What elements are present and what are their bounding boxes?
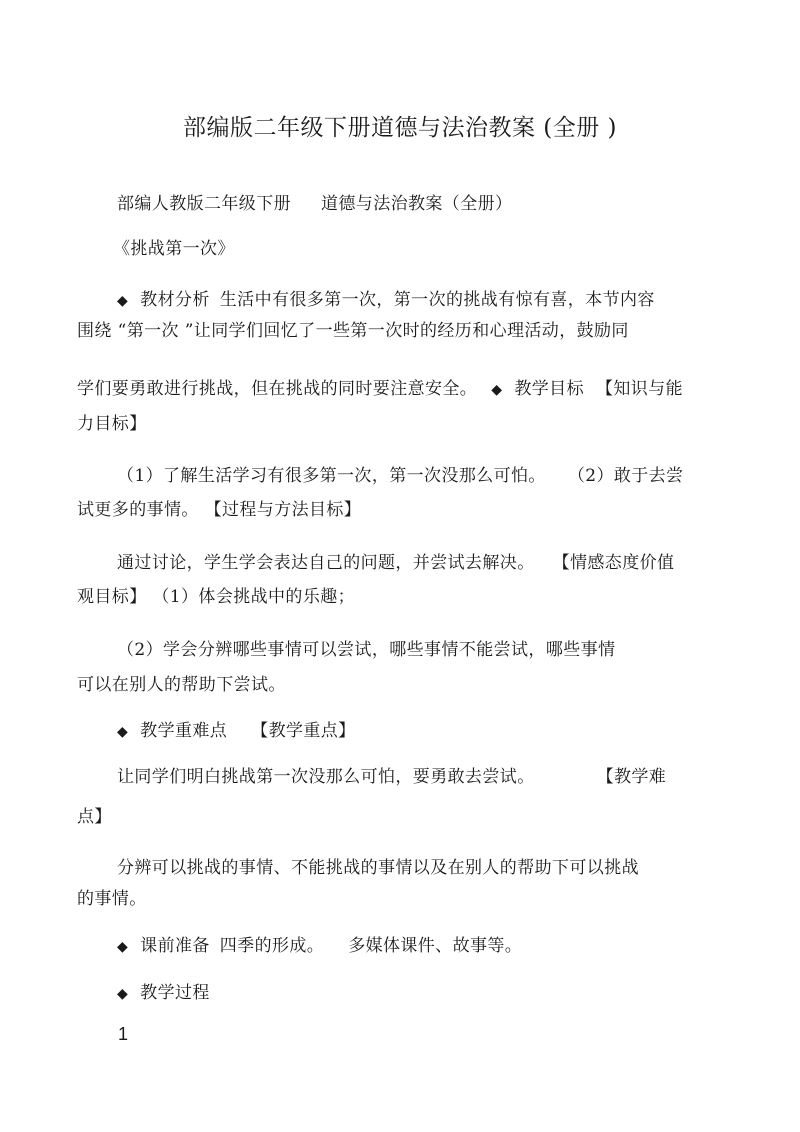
analysis-heading-line [117, 289, 655, 312]
process-heading [117, 982, 210, 1005]
subtitle-part-a: 部编人教版二年级下册 [117, 194, 291, 214]
preparation-text-a: 四季的形成。 [219, 936, 325, 956]
preparation-text-b: 多媒体课件、故事等。 [348, 936, 523, 956]
diamond-bullet-icon: ◆ [117, 293, 129, 309]
key-point-line-1 [117, 766, 666, 788]
diamond-bullet-icon: ◆ [117, 986, 129, 1002]
key-point-line-2: 点】 [77, 807, 112, 827]
difficulty-bracket: 【教学难 [596, 767, 667, 787]
page-number: 1 [118, 1024, 129, 1044]
key-point-text: 让同学们明白挑战第一次没那么可怕，要勇敢去尝试。 [117, 767, 535, 787]
diamond-bullet-icon: ◆ [491, 382, 503, 398]
goal-item-line-2: 试更多的事情。 【过程与方法目标】 [77, 500, 362, 520]
emotion-item-2-line-2: 可以在别人的帮助下尝试。 [77, 675, 286, 695]
difficulty-line-2: 的事情。 [77, 889, 147, 909]
key-points-bracket: 【教学重点】 [251, 721, 356, 741]
goal-item-2: （2）敢于去尝 [567, 466, 684, 486]
analysis-line-3 [77, 378, 683, 401]
analysis-text: 生活中有很多第一次，第一次的挑战有惊有喜，本节内容 [219, 290, 655, 310]
analysis-line-3-text: 学们要勇敢进行挑战，但在挑战的同时要注意安全。 [77, 379, 478, 399]
goal-label: 教学目标 [514, 379, 584, 399]
document-title: 部编版二年级下册道德与法治教案 (全册 ) [182, 115, 618, 141]
difficulty-line-1: 分辨可以挑战的事情、不能挑战的事情以及在别人的帮助下可以挑战 [117, 858, 639, 878]
key-points-heading [117, 720, 356, 743]
goal-item-line-1 [117, 465, 683, 487]
lesson-title: 《挑战第一次》 [113, 239, 235, 259]
goal-item-1: （1）了解生活学习有很多第一次，第一次没那么可怕。 [117, 466, 546, 486]
subtitle-line [117, 193, 512, 215]
preparation-line [117, 935, 522, 958]
subtitle-part-b: 道德与法治教案（全册） [321, 194, 513, 214]
goal-line-2: 力目标】 [77, 414, 147, 434]
analysis-line-2: 围绕 “第一次 ”让同学们回忆了一些第一次时的经历和心理活动，鼓励同 [77, 321, 629, 341]
key-points-label: 教学重难点 [140, 721, 228, 741]
method-line-2: 观目标】 （1）体会挑战中的乐趣； [77, 587, 356, 607]
diamond-bullet-icon: ◆ [117, 939, 129, 955]
method-line-1 [117, 552, 674, 574]
goal-bracket: 【知识与能 [595, 379, 683, 399]
method-text: 通过讨论，学生学会表达自己的问题，并尝试去解决。 [117, 553, 535, 573]
preparation-label: 课前准备 [140, 936, 210, 956]
analysis-label: 教材分析 [140, 290, 210, 310]
emotion-item-2-line-1: （2）学会分辨哪些事情可以尝试，哪些事情不能尝试，哪些事情 [117, 640, 616, 660]
emotion-bracket: 【情感态度价值 [552, 553, 675, 573]
diamond-bullet-icon: ◆ [117, 724, 129, 740]
process-label: 教学过程 [140, 983, 210, 1003]
